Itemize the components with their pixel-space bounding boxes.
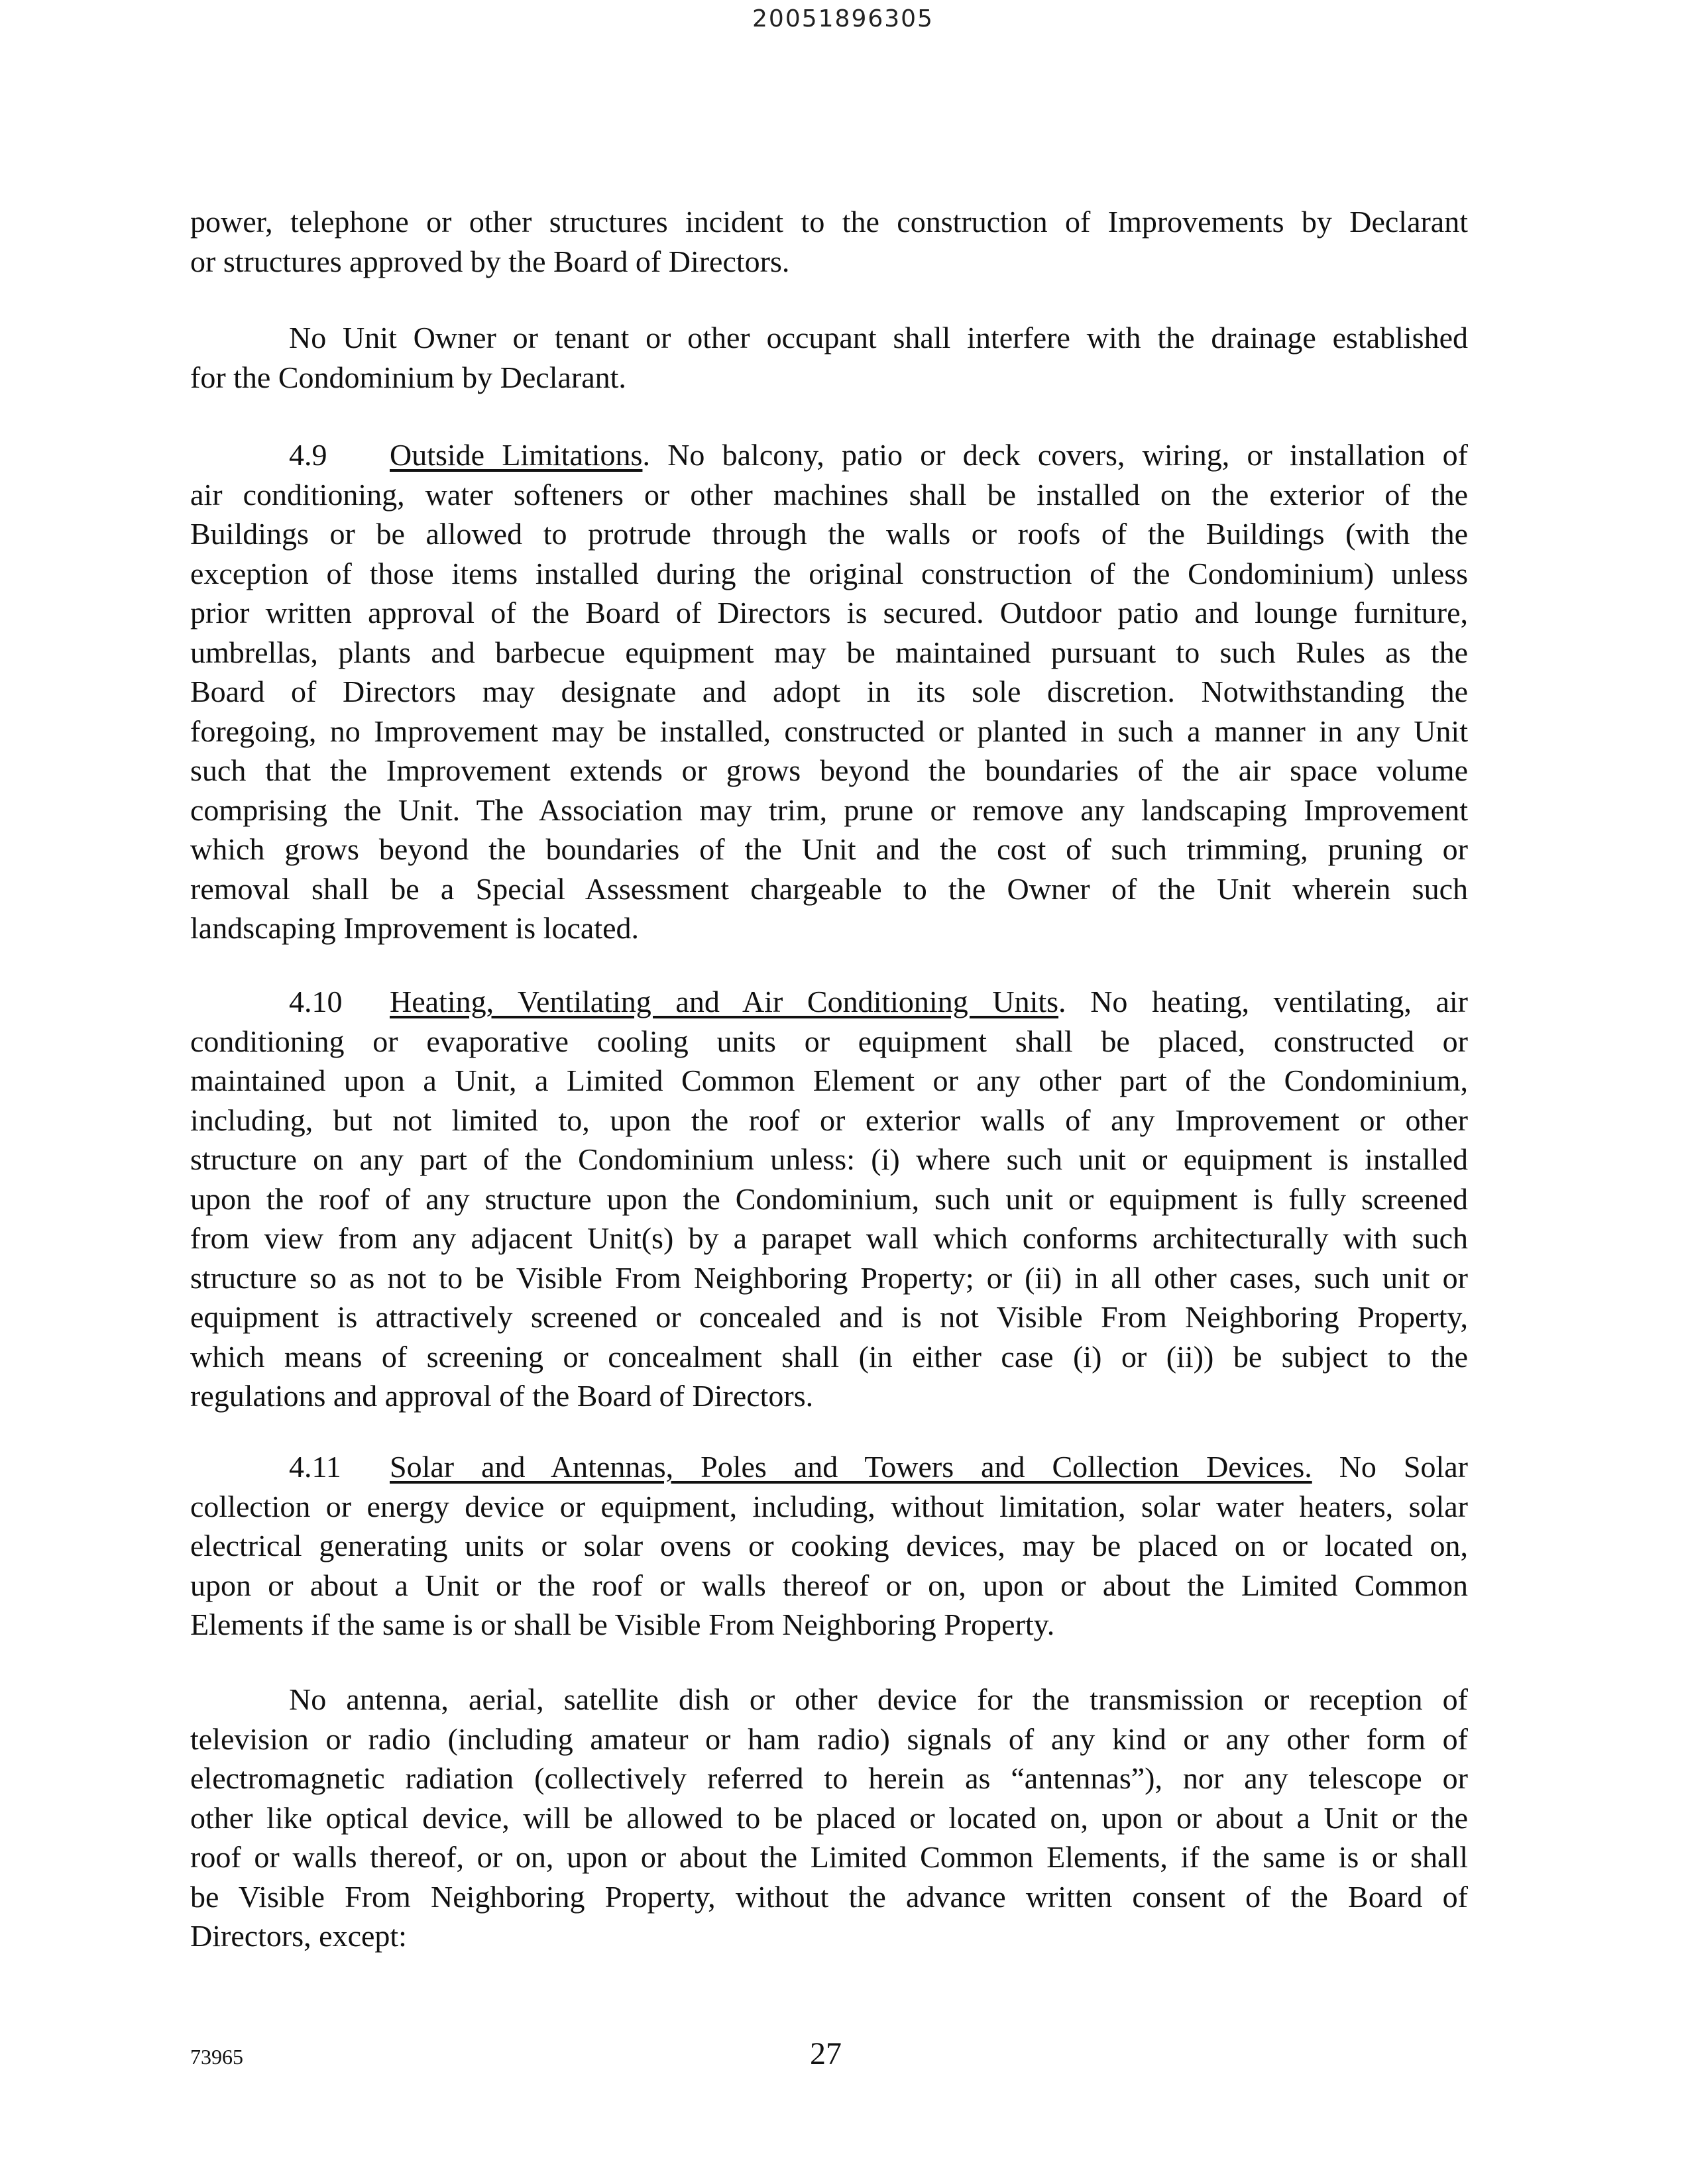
text-line: structure on any part of the Condominium unless: (i) where such unit or equipment is installed [190, 1142, 1468, 1176]
heading-punctuation: . [1058, 985, 1066, 1018]
section-heading: Outside Limitations [390, 438, 643, 472]
document-number: 20051896305 [752, 5, 934, 32]
text-line: for the Condominium by Declarant. [190, 360, 626, 394]
text-line: foregoing, no Improvement may be installed, constructed or planted in such a manner in any Unit [190, 714, 1468, 748]
text-line: from view from any adjacent Unit(s) by a parapet wall which conforms architecturally with such [190, 1221, 1468, 1255]
text-line: prior written approval of the Board of Directors is secured. Outdoor patio and lounge furniture, [190, 596, 1468, 629]
section-heading: Solar and Antennas, Poles and Towers and Collection Devices. [390, 1450, 1312, 1484]
text-line: or structures approved by the Board of Directors. [190, 244, 790, 278]
paragraph-drainage [190, 318, 1468, 397]
section-number: 4.11 [289, 1450, 341, 1484]
text-line: such that the Improvement extends or grows beyond the boundaries of the air space volume [190, 753, 1468, 787]
text-line: Buildings or be allowed to protrude through the walls or roofs of the Buildings (with the [190, 517, 1468, 551]
text-line: which grows beyond the boundaries of the Unit and the cost of such trimming, pruning or [190, 832, 1468, 866]
text-line: equipment is attractively screened or concealed and is not Visible From Neighboring Property, [190, 1300, 1468, 1334]
section-heading-line [190, 1447, 1468, 1487]
text-line: Directors, except: [190, 1919, 407, 1953]
section-heading-line [190, 982, 1468, 1022]
section-heading-line [190, 435, 1468, 475]
line-text [390, 435, 1468, 475]
text-line: upon or about a Unit or the roof or walls thereof or on, upon or about the Limited Common [190, 1568, 1468, 1602]
paragraph-continued [190, 202, 1468, 281]
text-line: conditioning or evaporative cooling units or equipment shall be placed, constructed or [190, 1024, 1468, 1058]
line-text: No balcony, patio or deck covers, wiring, or installation of [667, 438, 1469, 472]
text-line: including, but not limited to, upon the roof or exterior walls of any Improvement or other [190, 1103, 1468, 1137]
section-4-9-outside-limitations [190, 435, 1468, 948]
text-line: electrical generating units or solar ovens or cooking devices, may be placed on or located on, [190, 1529, 1468, 1562]
section-number: 4.9 [289, 438, 327, 472]
footer-doc-id: 73965 [190, 2045, 243, 2069]
text-line: which means of screening or concealment shall (in either case (i) or (ii)) be subject to the [190, 1339, 1468, 1374]
line-text [390, 982, 1468, 1022]
section-4-11-solar-antennas [190, 1447, 1468, 1645]
text-line: No antenna, aerial, satellite dish or other device for the transmission or reception of [289, 1682, 1468, 1716]
text-line: umbrellas, plants and barbecue equipment may be maintained pursuant to such Rules as the [190, 635, 1468, 669]
line-text [390, 1447, 1468, 1487]
text-line: regulations and approval of the Board of Directors. [190, 1379, 814, 1413]
text-line: upon the roof of any structure upon the Condominium, such unit or equipment is fully screened [190, 1181, 1468, 1216]
text-line: collection or energy device or equipment, including, without limitation, solar water heaters, solar [190, 1489, 1468, 1523]
text-line: exception of those items installed during the original construction of the Condominium) unless [190, 556, 1468, 590]
text-line: structure so as not to be Visible From Neighboring Property; or (ii) in all other cases, such unit or [190, 1260, 1468, 1295]
text-line: power, telephone or other structures incident to the construction of Improvements by Declarant [190, 205, 1468, 239]
text-line: air conditioning, water softeners or other machines shall be installed on the exterior of the [190, 477, 1468, 512]
text-line: Board of Directors may designate and adopt in its sole discretion. Notwithstanding the [190, 675, 1468, 708]
line-text: No Solar [1339, 1450, 1468, 1484]
text-line: roof or walls thereof, or on, upon or about the Limited Common Elements, if the same is or shall [190, 1840, 1468, 1874]
text-line: No Unit Owner or tenant or other occupant shall interfere with the drainage established [289, 321, 1468, 355]
text-line: television or radio (including amateur or ham radio) signals of any kind or any other form of [190, 1721, 1468, 1756]
text-line: comprising the Unit. The Association may trim, prune or remove any landscaping Improvement [190, 792, 1468, 827]
text-line: landscaping Improvement is located. [190, 911, 640, 945]
text-line: maintained upon a Unit, a Limited Common Element or any other part of the Condominium, [190, 1064, 1468, 1097]
text-line: be Visible From Neighboring Property, without the advance written consent of the Board of [190, 1879, 1468, 1914]
heading-punctuation: . [642, 438, 650, 472]
section-heading: Heating, Ventilating and Air Conditioning Units [390, 985, 1059, 1018]
text-line: other like optical device, will be allowed to be placed or located on, upon or about a Unit or the [190, 1800, 1468, 1835]
line-text: No heating, ventilating, air [1090, 985, 1469, 1018]
section-4-10-hvac-units [190, 982, 1468, 1416]
paragraph-antennas [190, 1680, 1468, 1956]
page-number: 27 [810, 2036, 842, 2071]
text-line: Elements if the same is or shall be Visible From Neighboring Property. [190, 1608, 1055, 1641]
text-line: electromagnetic radiation (collectively referred to herein as “antennas”), nor any telescope or [190, 1761, 1468, 1795]
text-line: removal shall be a Special Assessment chargeable to the Owner of the Unit wherein such [190, 871, 1468, 906]
section-number: 4.10 [289, 985, 343, 1018]
